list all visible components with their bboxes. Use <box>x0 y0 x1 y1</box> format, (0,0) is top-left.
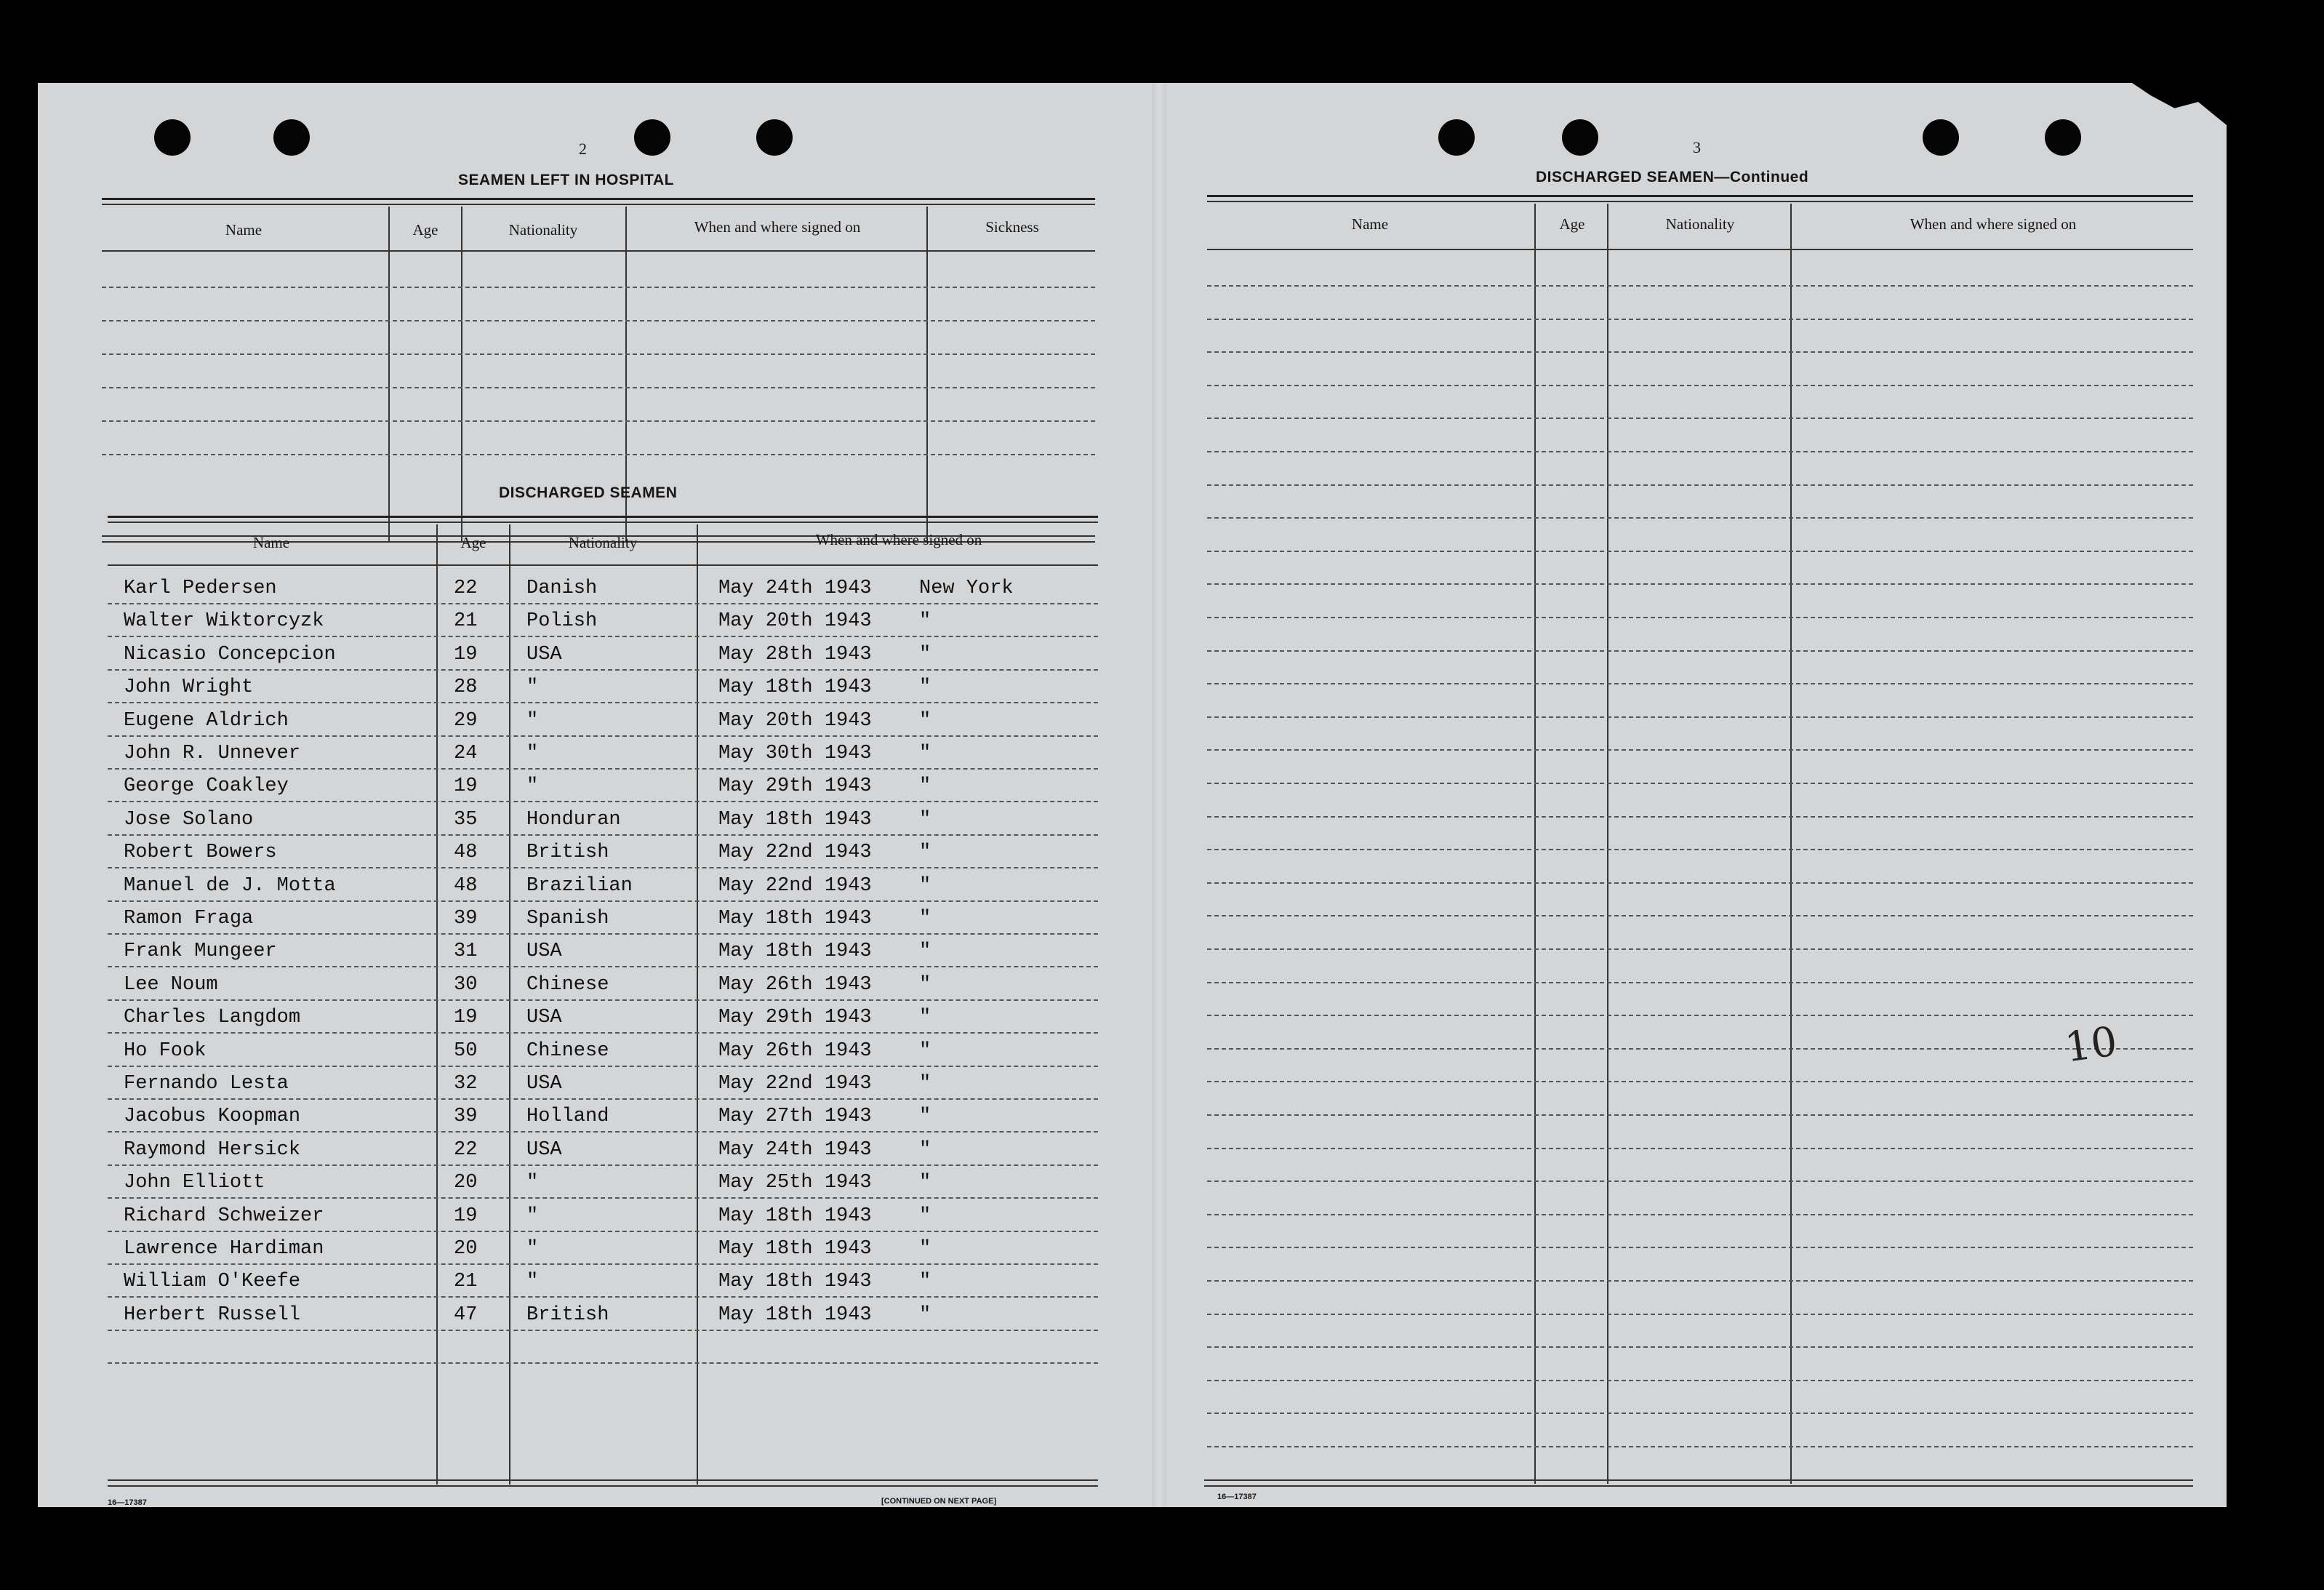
table-row-line <box>1207 783 2193 784</box>
table-row-line <box>1207 517 2193 519</box>
table-row-line <box>108 1098 1098 1100</box>
table-row-line <box>108 1131 1098 1132</box>
seaman-age: 28 <box>454 676 478 699</box>
table-row-line <box>108 966 1098 967</box>
seaman-signed-place: " <box>919 1007 931 1029</box>
seaman-nationality: Danish <box>526 578 598 599</box>
seaman-age: 19 <box>454 1205 478 1227</box>
seaman-nationality: " <box>526 709 539 732</box>
seaman-signed-date: May 18th 1943 <box>718 676 872 699</box>
seaman-signed-place: " <box>919 1238 931 1260</box>
table-row-line <box>1207 716 2193 718</box>
seaman-signed-place: " <box>919 874 931 897</box>
seaman-nationality: Chinese <box>526 1039 609 1062</box>
seaman-signed-place: " <box>919 1106 931 1128</box>
right-top-rule <box>1207 195 2193 197</box>
seaman-signed-place: " <box>919 676 931 699</box>
seaman-signed-place: " <box>919 1172 931 1194</box>
column-divider <box>926 207 928 543</box>
seaman-age: 31 <box>454 940 478 963</box>
discharged-top-rule <box>108 516 1098 518</box>
discharged-header-rule <box>108 564 1098 566</box>
seaman-age: 22 <box>454 1138 478 1161</box>
right-form-number: 16—17387 <box>1217 1493 1257 1501</box>
right-bottom-rule-2 <box>1204 1485 2193 1487</box>
table-row-line <box>1207 1048 2193 1050</box>
table-row-line <box>1207 1380 2193 1381</box>
right-header-rule <box>1207 249 2193 250</box>
left-form-number: 16—17387 <box>108 1498 147 1507</box>
seaman-name: Herbert Russell <box>124 1303 301 1326</box>
seaman-name: Lawrence Hardiman <box>124 1238 324 1260</box>
column-divider <box>461 207 462 543</box>
seaman-nationality: USA <box>526 940 562 963</box>
table-row-line <box>1207 849 2193 850</box>
hospital-header-signed-on: When and where signed on <box>694 218 861 236</box>
table-row-line <box>1207 915 2193 916</box>
discharged-section-title: DISCHARGED SEAMEN <box>499 484 678 501</box>
table-row-line <box>108 768 1098 770</box>
seaman-signed-date: May 18th 1943 <box>718 1271 872 1293</box>
hospital-top-rule <box>102 198 1095 200</box>
table-row-line <box>1207 385 2193 386</box>
seaman-name: John Wright <box>124 676 254 699</box>
seaman-signed-date: May 28th 1943 <box>718 643 872 666</box>
hospital-header-sickness: Sickness <box>985 218 1039 236</box>
seaman-age: 19 <box>454 1007 478 1029</box>
discharged-bottom-rule-2 <box>108 1485 1098 1487</box>
table-row-line <box>1207 948 2193 950</box>
table-row-line <box>1207 285 2193 287</box>
table-row-line <box>108 867 1098 868</box>
seaman-name: Ramon Fraga <box>124 908 254 930</box>
seaman-nationality: British <box>526 842 609 864</box>
table-row-line <box>108 1362 1098 1364</box>
seaman-nationality: USA <box>526 1007 562 1029</box>
table-row-line <box>1207 1214 2193 1215</box>
seaman-signed-place: " <box>919 908 931 930</box>
seaman-name: Nicasio Concepcion <box>124 643 336 666</box>
hospital-row-line <box>102 320 1095 321</box>
seaman-signed-date: May 22nd 1943 <box>718 874 872 897</box>
table-row-line <box>1207 1446 2193 1447</box>
seaman-nationality: Chinese <box>526 973 609 996</box>
seaman-name: Lee Noum <box>124 973 218 996</box>
table-row-line <box>1207 1247 2193 1248</box>
seaman-name: Raymond Hersick <box>124 1138 301 1161</box>
punch-hole <box>1562 119 1598 156</box>
table-row-line <box>108 933 1098 935</box>
seaman-nationality: British <box>526 1303 609 1326</box>
discharged-header-name: Name <box>252 534 290 551</box>
seaman-name: Robert Bowers <box>124 842 277 864</box>
seaman-signed-place: " <box>919 1271 931 1293</box>
seaman-age: 22 <box>454 578 478 599</box>
seaman-signed-place: " <box>919 643 931 666</box>
seaman-nationality: Polish <box>526 610 598 633</box>
table-row-line <box>108 1032 1098 1034</box>
hospital-row-line <box>102 420 1095 422</box>
seaman-name: Jose Solano <box>124 808 254 831</box>
table-row-line <box>1207 583 2193 585</box>
seaman-age: 32 <box>454 1073 478 1095</box>
continued-note: [CONTINUED ON NEXT PAGE] <box>881 1497 997 1506</box>
seaman-age: 19 <box>454 643 478 666</box>
seaman-signed-place: " <box>919 709 931 732</box>
seaman-signed-place: " <box>919 1073 931 1095</box>
table-row-line <box>1207 1148 2193 1149</box>
seaman-signed-date: May 24th 1943 <box>718 1138 872 1161</box>
handwritten-mark: 10 <box>2061 1018 2120 1072</box>
seaman-signed-date: May 29th 1943 <box>718 1007 872 1029</box>
seaman-name: Ho Fook <box>124 1039 207 1062</box>
hospital-row-line <box>102 287 1095 288</box>
seaman-age: 48 <box>454 842 478 864</box>
hospital-row-line <box>102 353 1095 355</box>
table-row-line <box>1207 351 2193 353</box>
seaman-signed-date: May 29th 1943 <box>718 775 872 798</box>
torn-corner <box>2132 83 2227 125</box>
table-row-line <box>108 1231 1098 1232</box>
discharged-bottom-rule <box>108 1479 1098 1481</box>
seaman-age: 20 <box>454 1238 478 1260</box>
seaman-signed-date: May 20th 1943 <box>718 610 872 633</box>
table-row-line <box>108 1330 1098 1331</box>
seaman-age: 21 <box>454 610 478 633</box>
left-page-number: 2 <box>579 140 587 158</box>
seaman-signed-place: " <box>919 1039 931 1062</box>
seaman-name: William O'Keefe <box>124 1271 301 1293</box>
seaman-nationality: Holland <box>526 1106 609 1128</box>
right-top-rule-2 <box>1207 201 2193 202</box>
seaman-signed-place: " <box>919 775 931 798</box>
table-row-line <box>1207 816 2193 818</box>
discharged-header-age: Age <box>460 534 486 551</box>
seaman-name: Eugene Aldrich <box>124 709 289 732</box>
seaman-signed-date: May 30th 1943 <box>718 743 872 764</box>
table-row-line <box>1207 1314 2193 1315</box>
table-row-line <box>108 702 1098 703</box>
right-header-name: Name <box>1351 215 1389 233</box>
punch-hole <box>634 119 670 156</box>
seaman-nationality: " <box>526 1271 539 1293</box>
seaman-age: 29 <box>454 709 478 732</box>
table-row-line <box>108 735 1098 737</box>
seaman-signed-date: May 18th 1943 <box>718 908 872 930</box>
seaman-nationality: " <box>526 1205 539 1227</box>
table-row-line <box>1207 1015 2193 1016</box>
seaman-age: 21 <box>454 1271 478 1293</box>
seaman-age: 30 <box>454 973 478 996</box>
hospital-row-line <box>102 454 1095 455</box>
hospital-header-rule <box>102 250 1095 252</box>
hospital-header-nationality: Nationality <box>508 221 578 239</box>
table-row-line <box>1207 1346 2193 1348</box>
table-row-line <box>1207 1180 2193 1182</box>
table-row-line <box>1207 451 2193 452</box>
seaman-signed-date: May 22nd 1943 <box>718 842 872 864</box>
seaman-name: Walter Wiktorcyzk <box>124 610 324 633</box>
right-header-nationality: Nationality <box>1665 215 1735 233</box>
table-row-line <box>1207 484 2193 486</box>
seaman-name: Frank Mungeer <box>124 940 277 963</box>
seaman-signed-date: May 22nd 1943 <box>718 1073 872 1095</box>
seaman-name: John R. Unnever <box>124 743 301 764</box>
seaman-signed-date: May 27th 1943 <box>718 1106 872 1128</box>
seaman-name: Fernando Lesta <box>124 1073 289 1095</box>
table-row-line <box>1207 617 2193 618</box>
seaman-name: Charles Langdom <box>124 1007 301 1029</box>
punch-hole <box>2045 119 2081 156</box>
seaman-nationality: USA <box>526 1073 562 1095</box>
table-row-line <box>1207 319 2193 320</box>
right-header-age: Age <box>1559 215 1585 233</box>
punch-hole <box>154 119 191 156</box>
table-row-line <box>1207 882 2193 884</box>
table-row-line <box>108 603 1098 604</box>
right-bottom-rule <box>1204 1479 2193 1481</box>
seaman-age: 24 <box>454 743 478 764</box>
seaman-age: 19 <box>454 775 478 798</box>
punch-hole <box>756 119 793 156</box>
hospital-header-age: Age <box>412 221 438 239</box>
page-fold <box>1152 83 1166 1507</box>
seaman-age: 47 <box>454 1303 478 1326</box>
table-row-line <box>1207 650 2193 652</box>
table-row-line <box>108 669 1098 671</box>
seaman-signed-place: " <box>919 610 931 633</box>
table-row-line <box>1207 749 2193 751</box>
table-row-line <box>1207 982 2193 983</box>
column-divider <box>1607 204 1608 1484</box>
hospital-row-line <box>102 387 1095 388</box>
seaman-age: 35 <box>454 808 478 831</box>
table-row-line <box>108 999 1098 1001</box>
seaman-signed-date: May 18th 1943 <box>718 940 872 963</box>
seaman-signed-date: May 18th 1943 <box>718 1303 872 1326</box>
seaman-age: 20 <box>454 1172 478 1194</box>
hospital-section-title: SEAMEN LEFT IN HOSPITAL <box>458 172 674 188</box>
discharged-top-rule-2 <box>108 522 1098 523</box>
right-page-number: 3 <box>1693 138 1701 156</box>
seaman-nationality: " <box>526 1172 539 1194</box>
seaman-name: George Coakley <box>124 775 289 798</box>
seaman-signed-place: " <box>919 808 931 831</box>
seaman-signed-place: " <box>919 1303 931 1326</box>
continued-section-title: DISCHARGED SEAMEN—Continued <box>1536 169 1809 185</box>
seaman-name: Karl Pedersen <box>124 578 277 599</box>
discharged-header-nationality: Nationality <box>568 534 638 551</box>
table-row-line <box>108 1296 1098 1298</box>
punch-hole <box>1438 119 1475 156</box>
table-row-line <box>1207 683 2193 684</box>
table-row-line <box>1207 1114 2193 1116</box>
discharged-header-signed-on: When and where signed on <box>815 531 982 548</box>
table-row-line <box>108 1197 1098 1199</box>
hospital-top-rule-2 <box>102 204 1095 205</box>
right-header-signed-on: When and where signed on <box>1910 215 2077 233</box>
table-row-line <box>108 1164 1098 1166</box>
table-row-line <box>1207 1413 2193 1414</box>
seaman-name: Richard Schweizer <box>124 1205 324 1227</box>
table-row-line <box>1207 1081 2193 1082</box>
seaman-name: John Elliott <box>124 1172 265 1194</box>
table-row-line <box>108 801 1098 802</box>
manifest-sheet <box>38 83 2227 1507</box>
seaman-signed-place: " <box>919 940 931 963</box>
seaman-name: Manuel de J. Motta <box>124 874 336 897</box>
seaman-signed-date: May 18th 1943 <box>718 808 872 831</box>
seaman-signed-date: May 26th 1943 <box>718 1039 872 1062</box>
table-row-line <box>1207 418 2193 419</box>
column-divider <box>388 207 390 543</box>
seaman-nationality: " <box>526 1238 539 1260</box>
seaman-nationality: " <box>526 743 539 764</box>
seaman-signed-date: May 24th 1943 <box>718 578 872 599</box>
seaman-nationality: Honduran <box>526 808 621 831</box>
seaman-nationality: Spanish <box>526 908 609 930</box>
seaman-nationality: " <box>526 676 539 699</box>
table-row-line <box>1207 1280 2193 1282</box>
seaman-nationality: USA <box>526 1138 562 1161</box>
seaman-signed-place: " <box>919 1138 931 1161</box>
column-divider <box>1534 204 1536 1484</box>
seaman-nationality: USA <box>526 643 562 666</box>
punch-hole <box>1923 119 1959 156</box>
seaman-signed-date: May 20th 1943 <box>718 709 872 732</box>
table-row-line <box>108 834 1098 836</box>
table-row-line <box>1207 551 2193 552</box>
column-divider <box>1790 204 1792 1484</box>
hospital-header-name: Name <box>225 221 263 239</box>
seaman-age: 39 <box>454 908 478 930</box>
seaman-nationality: " <box>526 775 539 798</box>
seaman-age: 39 <box>454 1106 478 1128</box>
seaman-signed-date: May 26th 1943 <box>718 973 872 996</box>
seaman-signed-date: May 18th 1943 <box>718 1205 872 1227</box>
seaman-age: 50 <box>454 1039 478 1062</box>
table-row-line <box>108 900 1098 902</box>
punch-hole <box>273 119 310 156</box>
seaman-nationality: Brazilian <box>526 874 633 897</box>
seaman-age: 48 <box>454 874 478 897</box>
seaman-signed-place: New York <box>919 578 1014 599</box>
seaman-signed-place: " <box>919 1205 931 1227</box>
seaman-signed-place: " <box>919 743 931 764</box>
seaman-name: Jacobus Koopman <box>124 1106 301 1128</box>
seaman-signed-place: " <box>919 973 931 996</box>
table-row-line <box>108 1263 1098 1265</box>
seaman-signed-place: " <box>919 842 931 864</box>
seaman-signed-date: May 18th 1943 <box>718 1238 872 1260</box>
seaman-signed-date: May 25th 1943 <box>718 1172 872 1194</box>
table-row-line <box>108 1066 1098 1067</box>
table-row-line <box>108 636 1098 637</box>
